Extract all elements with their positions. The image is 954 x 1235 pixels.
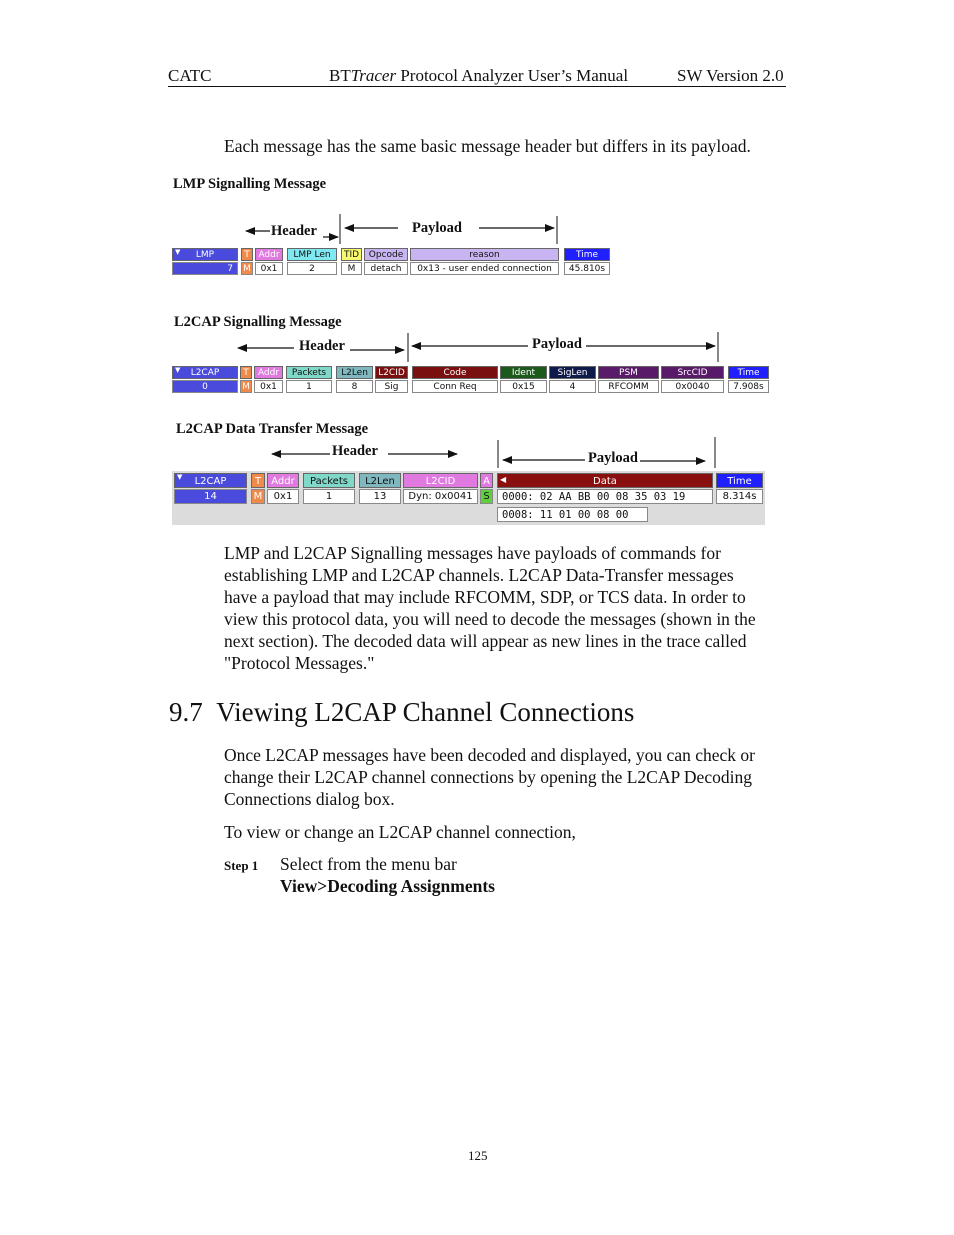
l2cap-data-a-field: A — [480, 473, 493, 488]
lmp-opcode-value: detach — [364, 262, 408, 275]
paragraph-line: "Protocol Messages." — [224, 653, 375, 673]
l2cap-data-l2cid-value: Dyn: 0x0041 — [403, 489, 478, 504]
section-title: Viewing L2CAP Channel Connections — [216, 697, 635, 727]
step-label: Step 1 — [224, 858, 259, 873]
l2cap-sig-addr-header: Addr — [254, 366, 283, 379]
l2cap-sig-packets-value: 1 — [286, 380, 332, 393]
paragraph-line: next section). The decoded data will appear as new lines in the trace called — [224, 631, 747, 651]
l2cap-sig-time-value: 7.908s — [728, 380, 769, 393]
dropdown-triangle-icon: ▼ — [175, 366, 181, 374]
l2cap-sig-time-header: Time — [728, 366, 769, 379]
l2cap-sig-m-field: M — [240, 380, 252, 393]
l2cap-sig-l2cid-value: Sig — [375, 380, 408, 393]
payload-description-paragraph — [224, 542, 794, 674]
paragraph-line: establishing LMP and L2CAP channels. L2CAP Data-Transfer messages — [224, 565, 734, 585]
lmp-payload-label: Payload — [412, 220, 462, 236]
l2cap-sig-figure-title: L2CAP Signalling Message — [174, 314, 342, 330]
paragraph-line: have a payload that may include RFCOMM, SDP, or TCS data. In order to — [224, 587, 746, 607]
l2cap-sig-srccid-header: SrcCID — [661, 366, 724, 379]
lmp-len-header: LMP Len — [287, 248, 337, 261]
lmp-t-field: T — [241, 248, 253, 261]
section-number: 9.7 — [169, 697, 203, 727]
l2cap-data-l2len-header: L2Len — [359, 473, 401, 488]
l2cap-sig-header-label: Header — [299, 338, 345, 354]
l2cap-data-packets-value: 1 — [303, 489, 355, 504]
l2cap-sig-siglen-value: 4 — [549, 380, 596, 393]
step-menu-path: View>Decoding Assignments — [280, 876, 495, 896]
l2cap-data-figure-title: L2CAP Data Transfer Message — [176, 421, 369, 437]
dropdown-triangle-icon: ▼ — [175, 248, 181, 256]
l2cap-data-payload-label: Payload — [588, 450, 638, 466]
l2cap-data-time-header: Time — [716, 473, 763, 488]
section-paragraph-1 — [224, 744, 794, 810]
lmp-time-header: Time — [564, 248, 610, 261]
l2cap-data-s-field: S — [480, 489, 493, 504]
l2cap-data-packet-type: ▼ L2CAP — [174, 473, 247, 488]
lmp-time-value: 45.810s — [564, 262, 610, 275]
dropdown-triangle-icon: ▼ — [177, 473, 183, 481]
l2cap-sig-psm-value: RFCOMM — [598, 380, 659, 393]
lmp-packet-type: ▼ LMP — [172, 248, 238, 261]
lmp-addr-value: 0x1 — [255, 262, 283, 275]
lmp-figure-title: LMP Signalling Message — [173, 176, 327, 192]
step-text: Select from the menu bar — [280, 854, 457, 874]
paragraph-line: change their L2CAP channel connections by opening the L2CAP Decoding — [224, 767, 752, 787]
lmp-header-label: Header — [271, 223, 317, 239]
l2cap-sig-code-value: Conn Req — [412, 380, 498, 393]
l2cap-sig-packets-header: Packets — [286, 366, 332, 379]
l2cap-sig-siglen-header: SigLen — [549, 366, 596, 379]
l2cap-data-packets-header: Packets — [303, 473, 355, 488]
section-heading — [169, 697, 634, 728]
l2cap-data-l2cid-header: L2CID — [403, 473, 478, 488]
l2cap-sig-code-header: Code — [412, 366, 498, 379]
lmp-opcode-header: Opcode — [364, 248, 408, 261]
l2cap-data-t-field: T — [251, 473, 265, 488]
paragraph-line: Once L2CAP messages have been decoded and displayed, you can check or — [224, 745, 755, 765]
section-paragraph-2: To view or change an L2CAP channel connection, — [224, 822, 576, 842]
l2cap-sig-addr-value: 0x1 — [254, 380, 283, 393]
figure-arrows — [0, 0, 954, 540]
title-prefix: BT — [329, 66, 351, 85]
paragraph-line: Connections dialog box. — [224, 789, 395, 809]
l2cap-data-addr-header: Addr — [267, 473, 299, 488]
lmp-reason-header: reason — [410, 248, 559, 261]
l2cap-data-packet-number: 14 — [174, 489, 247, 504]
lmp-addr-header: Addr — [255, 248, 283, 261]
l2cap-sig-srccid-value: 0x0040 — [661, 380, 724, 393]
l2cap-sig-ident-header: Ident — [500, 366, 547, 379]
paragraph-line: view this protocol data, you will need to decode the messages (shown in the — [224, 609, 756, 629]
l2cap-sig-l2len-value: 8 — [336, 380, 373, 393]
l2cap-data-hex-line-2: 0008: 11 01 00 08 00 — [497, 507, 648, 522]
l2cap-sig-psm-header: PSM — [598, 366, 659, 379]
l2cap-data-hex-line-1: 0000: 02 AA BB 00 08 35 03 19 — [497, 489, 713, 504]
l2cap-sig-ident-value: 0x15 — [500, 380, 547, 393]
l2cap-data-l2len-value: 13 — [359, 489, 401, 504]
running-header-version: SW Version 2.0 — [677, 66, 784, 85]
lmp-tid-value: M — [341, 262, 362, 275]
intro-paragraph: Each message has the same basic message header but differs in its payload. — [224, 136, 751, 156]
l2cap-data-data-header: ◀ Data — [497, 473, 713, 488]
l2cap-sig-packet-number: 0 — [172, 380, 238, 393]
l2cap-sig-l2cid-header: L2CID — [375, 366, 408, 379]
page-number: 125 — [468, 1148, 488, 1163]
lmp-reason-value: 0x13 - user ended connection — [410, 262, 559, 275]
lmp-m-field: M — [241, 262, 253, 275]
running-header-left: CATC — [168, 66, 212, 85]
l2cap-sig-packet-type: ▼ L2CAP — [172, 366, 238, 379]
l2cap-data-addr-value: 0x1 — [267, 489, 299, 504]
l2cap-data-m-field: M — [251, 489, 265, 504]
l2cap-data-time-value: 8.314s — [716, 489, 763, 504]
paragraph-line: LMP and L2CAP Signalling messages have payloads of commands for — [224, 543, 721, 563]
lmp-tid-header: TID — [341, 248, 362, 261]
l2cap-sig-t-field: T — [240, 366, 252, 379]
l2cap-sig-payload-label: Payload — [532, 336, 582, 352]
l2cap-data-header-label: Header — [332, 443, 378, 459]
l2cap-sig-l2len-header: L2Len — [336, 366, 373, 379]
lmp-packet-number: 7 — [172, 262, 238, 275]
title-italic: Tracer — [350, 66, 397, 85]
title-suffix: Protocol Analyzer User’s Manual — [396, 66, 629, 85]
scroll-left-arrow-icon: ◀ — [500, 475, 507, 484]
lmp-len-value: 2 — [287, 262, 337, 275]
